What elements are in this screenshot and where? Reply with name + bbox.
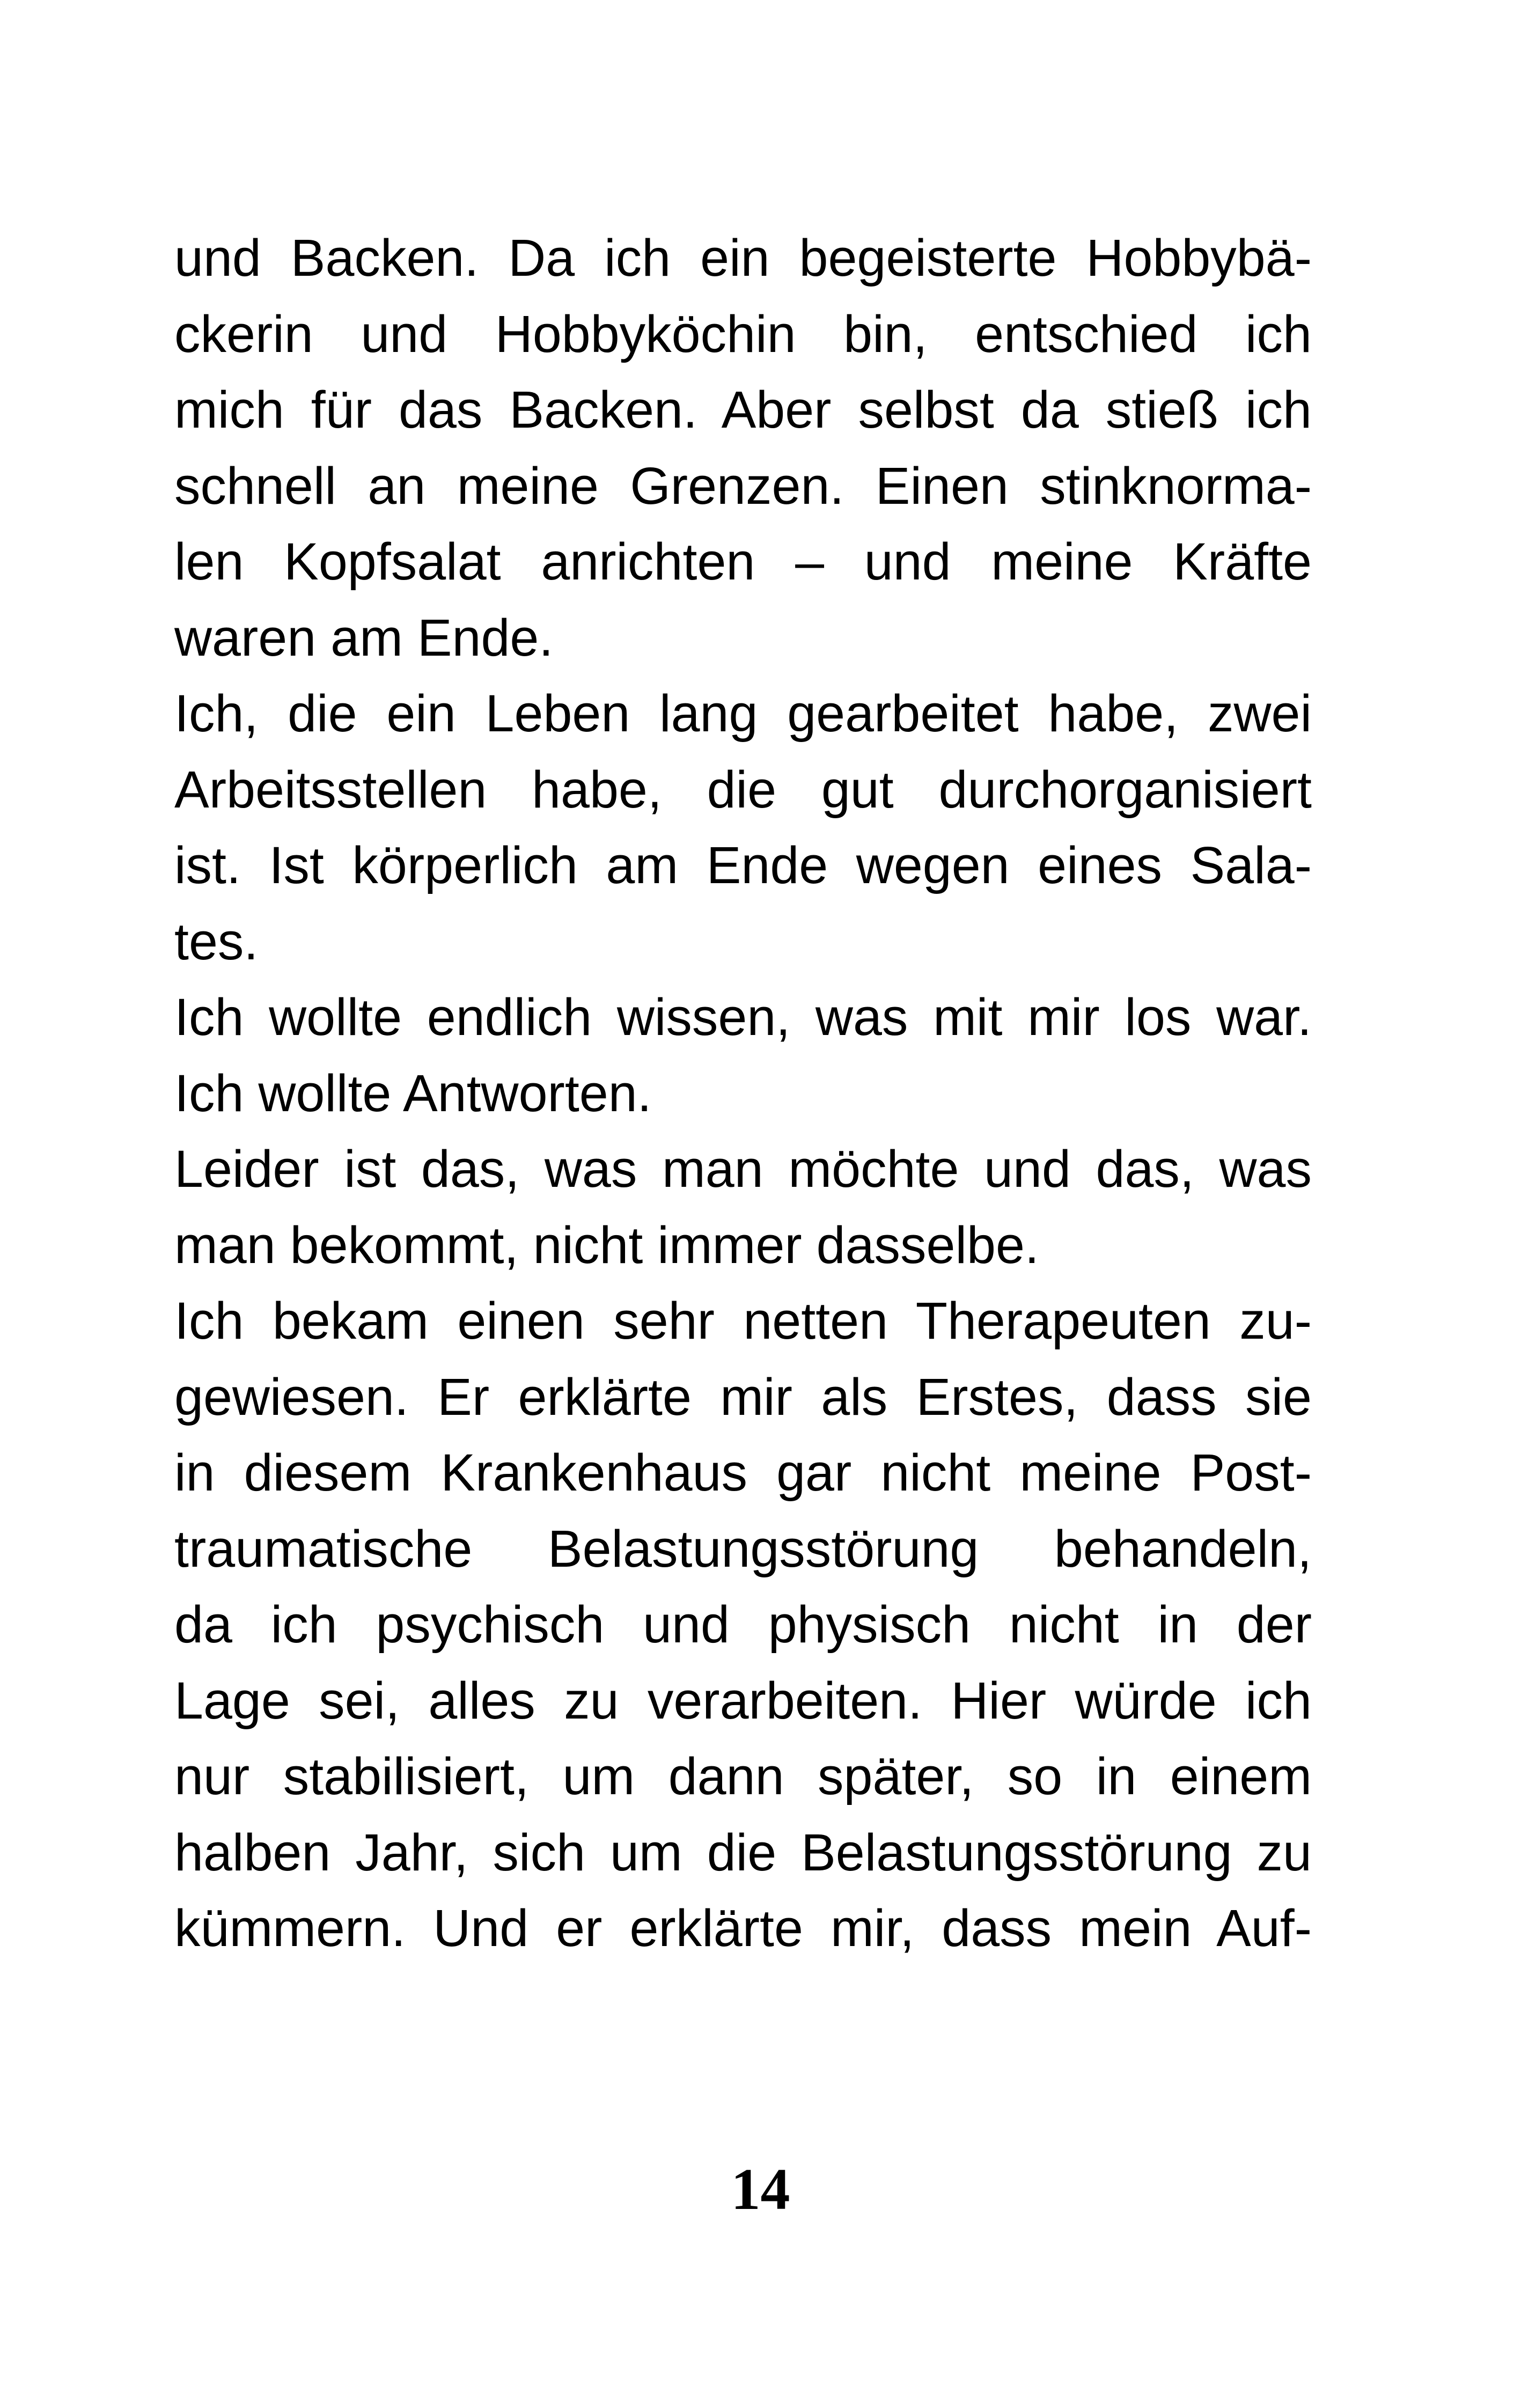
page-number: 14	[731, 2156, 790, 2222]
text-line: und Backen. Da ich ein begeisterte Hobbybä-	[174, 229, 1312, 287]
text-line: schnell an meine Grenzen. Einen stinknorma-	[174, 456, 1312, 515]
text-line: ist. Ist körperlich am Ende wegen eines Sala-	[174, 836, 1312, 894]
text-line: da ich psychisch und physisch nicht in der	[174, 1595, 1312, 1654]
text-line: halben Jahr, sich um die Belastungsstörung zu	[174, 1823, 1312, 1882]
text-line: gewiesen. Er erklärte mir als Erstes, dass sie	[174, 1367, 1312, 1426]
text-line: Ich wollte endlich wissen, was mit mir los war.	[174, 988, 1312, 1046]
text-line: Ich, die ein Leben lang gearbeitet habe, zwei	[174, 684, 1312, 743]
text-line: Ich wollte Antworten.	[174, 1063, 652, 1122]
text-line: len Kopfsalat anrichten – und meine Kräfte	[174, 532, 1312, 591]
text-line: mich für das Backen. Aber selbst da stieß ich	[174, 380, 1312, 439]
text-line: traumatische Belastungsstörung behandeln,	[174, 1519, 1312, 1578]
text-line: ckerin und Hobbyköchin bin, entschied ich	[174, 304, 1312, 363]
body-text	[174, 220, 1312, 1966]
text-line: Lage sei, alles zu verarbeiten. Hier würde ich	[174, 1671, 1312, 1730]
text-line: Arbeitsstellen habe, die gut durchorganisiert	[174, 760, 1312, 819]
text-line: in diesem Krankenhaus gar nicht meine Post-	[174, 1443, 1312, 1502]
text-line: Ich bekam einen sehr netten Therapeuten zu-	[174, 1291, 1312, 1350]
text-line: Leider ist das, was man möchte und das, was	[174, 1140, 1312, 1198]
text-line: waren am Ende.	[174, 608, 554, 667]
text-line: kümmern. Und er erklärte mir, dass mein Auf-	[174, 1899, 1312, 1957]
text-line: tes.	[174, 912, 259, 971]
text-line: nur stabilisiert, um dann später, so in einem	[174, 1747, 1312, 1805]
text-line: man bekommt, nicht immer dasselbe.	[174, 1215, 1039, 1274]
